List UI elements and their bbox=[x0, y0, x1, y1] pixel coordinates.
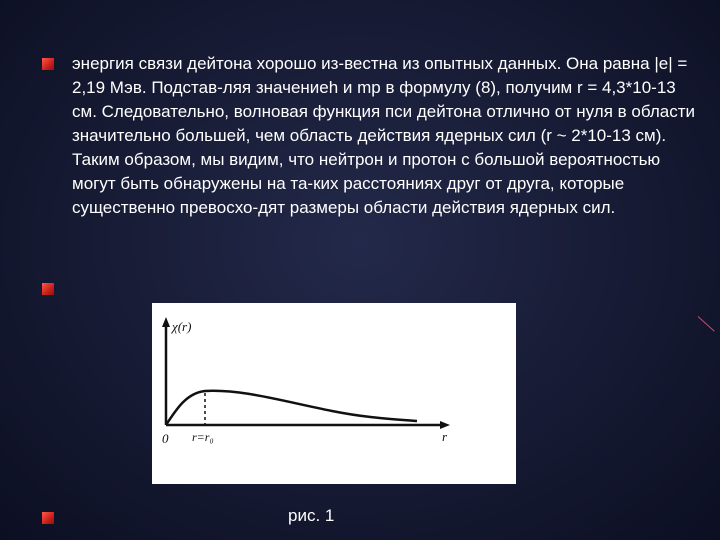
x-axis-arrow bbox=[440, 421, 450, 429]
decorative-line bbox=[698, 316, 715, 331]
figure-graph bbox=[152, 303, 516, 484]
wavefunction-curve bbox=[166, 391, 417, 425]
peak-label: r=r₀ bbox=[192, 430, 214, 444]
bullet-marker bbox=[42, 512, 54, 524]
wavefunction-figure bbox=[152, 303, 516, 484]
bullet-marker bbox=[42, 58, 54, 70]
figure-caption: рис. 1 bbox=[288, 506, 335, 525]
origin-label: 0 bbox=[162, 431, 169, 446]
y-axis-arrow bbox=[162, 317, 170, 327]
body-paragraph: энергия связи дейтона хорошо из-вестна из опытных данных. Она равна |е| = 2,19 Мэв. Подстав-ляя значениеh и mp в формулу (8), получим r = 4,3*10-13 см. Следовательно, волновая функция пси дейтона отлично от нуля в области значительно большей, чем область действия ядерных сил (r ~ 2*10-13 см). Таким образом, мы видим, что нейтрон и протон с большой вероятностью могут быть обнаружены на та-ких расстояниях друг от друга, которые существенно превосхо-дят размеры области действия ядерных сил. bbox=[72, 54, 695, 217]
x-axis-label: r bbox=[442, 429, 448, 444]
bullet-marker bbox=[42, 283, 54, 295]
y-axis-label: χ(r) bbox=[172, 319, 192, 334]
